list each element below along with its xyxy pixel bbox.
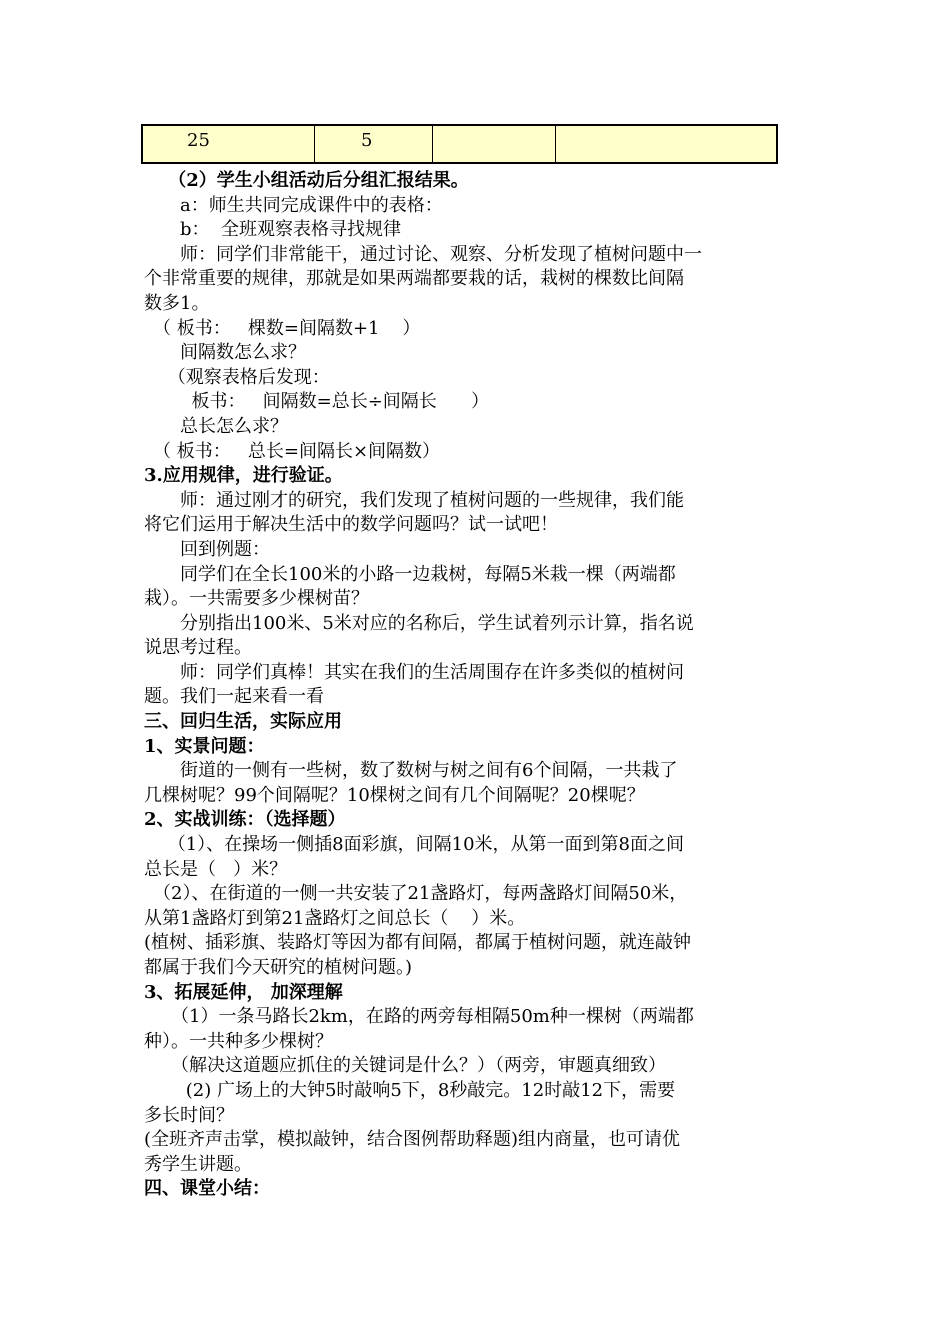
text-line: 分别指出100米、5米对应的名称后，学生试着列示计算，指名说 [144, 612, 694, 634]
text-line: (全班齐声击掌，模拟敲钟，结合图例帮助释题)组内商量，也可请优 [144, 1129, 681, 1151]
table-cell [556, 126, 776, 162]
text-line: 师：同学们真棒！其实在我们的生活周围存在许多类似的植树问 [144, 661, 684, 683]
text-line: （1）一条马路长2km，在路的两旁每相隔50m种一棵树（两端都 [144, 1006, 694, 1028]
text-line: 都属于我们今天研究的植树问题。) [144, 957, 413, 978]
text-line: 数多1。 [144, 292, 210, 314]
text-line: 个非常重要的规律，那就是如果两端都要栽的话，栽树的棵数比间隔 [144, 268, 684, 290]
text-line: 同学们在全长100米的小路一边栽树，每隔5米栽一棵（两端都 [144, 563, 676, 585]
text-line: 街道的一侧有一些树，数了数树与树之间有6个间隔，一共栽了 [144, 760, 678, 782]
text-line: b： 全班观察表格寻找规律 [144, 219, 401, 241]
text-line: (2) 广场上的大钟5时敲响5下，8秒敲完。12时敲12下，需要 [144, 1079, 676, 1101]
section-heading: （2）学生小组活动后分组汇报结果。 [144, 170, 469, 191]
text-line: 说思考过程。 [144, 637, 252, 659]
section-heading: 3、拓展延伸， 加深理解 [144, 981, 343, 1003]
text-line: （观察表格后发现： [144, 366, 330, 388]
text-line: 种）。一共种多少棵树？ [144, 1030, 333, 1052]
text-line: 总长是（ ）米？ [144, 858, 288, 880]
section-heading: 2、实战训练：（选择题） [144, 809, 346, 831]
text-line: a：师生共同完成课件中的表格： [144, 194, 443, 216]
text-line: 多长时间？ [144, 1104, 234, 1126]
table-row [141, 124, 778, 164]
text-line: 将它们运用于解决生活中的数学问题吗？试一试吧！ [144, 514, 558, 536]
table-cell: 25 [143, 126, 315, 162]
section-heading: 1、实景问题： [144, 735, 265, 757]
text-line: （解决这道题应抓住的关键词是什么？）（两旁，审题真细致） [144, 1055, 666, 1077]
text-line: 间隔数怎么求？ [144, 342, 306, 364]
text-line: （ 板书： 总长=间隔长×间隔数） [144, 440, 441, 462]
section-heading: 3.应用规律，进行验证。 [144, 465, 343, 487]
table-cell [433, 126, 556, 162]
text-line: （ 板书： 棵数=间隔数+1 ） [144, 317, 421, 339]
text-line: 秀学生讲题。 [144, 1153, 252, 1175]
text-line: 栽）。一共需要多少棵树苗？ [144, 588, 369, 610]
text-line: 题。我们一起来看一看 [144, 686, 324, 708]
section-heading: 四、课堂小结： [144, 1178, 270, 1200]
text-line: 几棵树呢？99个间隔呢？10棵树之间有几个间隔呢？20棵呢？ [144, 784, 645, 806]
text-line: （2）、在街道的一侧一共安装了21盏路灯，每两盏路灯间隔50米， [144, 883, 688, 905]
text-line: 师：通过刚才的研究，我们发现了植树问题的一些规律，我们能 [144, 489, 684, 511]
text-line: (植树、插彩旗、装路灯等因为都有间隔，都属于植树问题，就连敲钟 [144, 932, 692, 954]
text-line: 师：同学们非常能干，通过讨论、观察、分析发现了植树问题中一 [144, 243, 702, 265]
text-line: （1）、在操场一侧插8面彩旗，间隔10米，从第一面到第8面之间 [144, 834, 684, 856]
section-heading: 三、回归生活，实际应用 [144, 711, 342, 733]
text-line: 总长怎么求？ [144, 415, 288, 437]
text-line: 从第1盏路灯到第21盏路灯之间总长（ ）米。 [144, 907, 526, 929]
text-line: 回到例题： [144, 538, 270, 560]
table-cell: 5 [315, 126, 433, 162]
text-line: 板书： 间隔数=总长÷间隔长 ） [144, 391, 490, 413]
document-body [144, 169, 824, 1202]
